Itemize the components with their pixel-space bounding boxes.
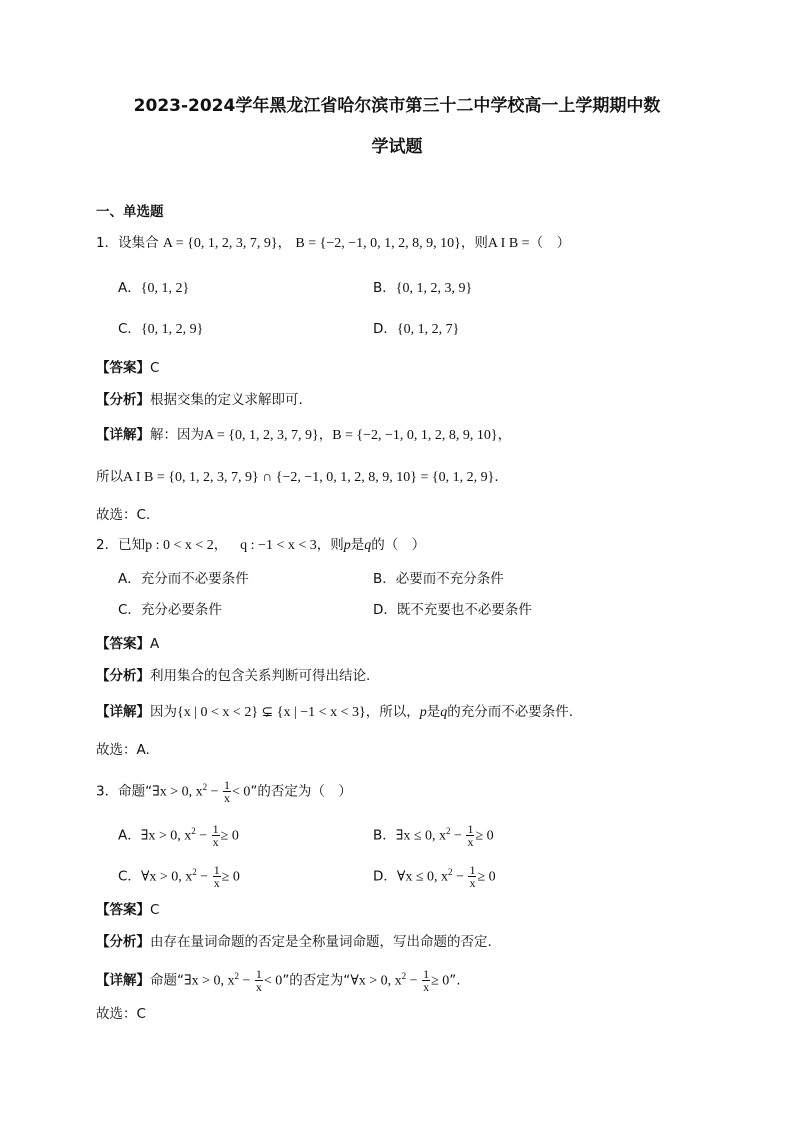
q2-answer (96, 634, 159, 654)
detail-set-b: B = {−2, −1, 0, 1, 2, 8, 9, 10} (332, 428, 498, 443)
option-sq: 2 (192, 867, 197, 877)
q1-set-b: B = {−2, −1, 0, 1, 2, 8, 9, 10} (295, 236, 461, 251)
option-sq: 2 (191, 826, 196, 836)
q1-set-a: A = {0, 1, 2, 3, 7, 9} (162, 236, 278, 251)
frac-den: x (212, 835, 219, 849)
detail-mid: ，所以， (365, 704, 420, 720)
q1-detail (96, 425, 511, 446)
analysis-tag: 【分析】 (96, 934, 150, 950)
q2-stem-prefix: 已知 (118, 537, 146, 553)
frac-den: x (224, 791, 230, 805)
frac-num: 1 (469, 863, 476, 877)
option-label: A． (118, 827, 141, 844)
frac-num: 1 (224, 778, 230, 792)
q3-number: 3． (96, 783, 119, 800)
option-label: C． (118, 321, 141, 337)
so-tail: . (494, 469, 499, 485)
q2-stem-mid: ，则 (316, 537, 344, 553)
detail-tag: 【详解】 (96, 704, 150, 720)
analysis-text: 由存在量词命题的否定是全称量词命题，写出命题的否定. (150, 934, 492, 950)
q2-option-d (373, 600, 532, 620)
frac-den: x (213, 876, 220, 890)
option-sq: 2 (448, 867, 453, 877)
answer-tag: 【答案】 (96, 902, 150, 918)
q3-answer (96, 900, 159, 920)
option-text: 既不充要也不必要条件 (396, 602, 532, 618)
option-label: D． (373, 321, 397, 337)
answer-tag: 【答案】 (96, 360, 150, 376)
option-label: D． (373, 868, 397, 885)
detail-mid: ”的否定为“ (282, 972, 351, 989)
q1-conclusion: 故选：C. (96, 507, 151, 523)
document-title (60, 86, 734, 168)
q1-expr: A I B = (487, 236, 530, 251)
q1-answer (96, 358, 159, 378)
q3-stem: 3．命题“∃x > 0, $x^2$ − $\frac{1}{x}$ < 0”的否定为（ ） (96, 778, 352, 805)
detail-expr2: ∀x > 0, x (350, 973, 402, 989)
option-cmp: ≥ 0 (477, 869, 496, 885)
option-frac (212, 823, 220, 848)
q1-paren: （ ） (529, 235, 571, 251)
detail-prefix: 命题“ (150, 972, 184, 989)
title-line-2: 学试题 (371, 137, 423, 157)
detail-expr1: ∃x > 0, x (184, 973, 235, 989)
option-label: B． (373, 280, 396, 296)
q2-stem: 2．已知p : 0 < x < 2， q : −1 < x < 3，则p是q的（ ） (96, 537, 426, 553)
frac-den: x (423, 980, 430, 994)
frac-num: 1 (213, 863, 220, 877)
option-pre: ∃x > 0, x (140, 828, 192, 844)
detail-suffix: ”. (449, 972, 461, 989)
option-cmp: ≥ 0 (220, 828, 239, 844)
q2-qv: q (364, 538, 372, 553)
detail-set-a: A = {0, 1, 2, 3, 7, 9} (204, 428, 319, 443)
option-text: {0, 1, 2, 3, 9} (395, 281, 473, 296)
q2-stem-suffix: 的（ ） (371, 537, 426, 553)
so-prefix: 所以 (96, 469, 123, 485)
q3-cmp: < 0 (232, 784, 251, 800)
option-text: {0, 1, 2, 7} (396, 322, 460, 337)
detail-cmp1: < 0 (263, 973, 283, 989)
q3-expr: ∃x > 0, x (152, 784, 203, 800)
option-frac (466, 823, 474, 848)
q2-number: 2． (96, 537, 119, 553)
q2-option-c (118, 600, 222, 620)
q1-option-d (373, 319, 459, 340)
section-heading: 一、单选题 (96, 204, 164, 220)
q1-option-a (118, 278, 189, 299)
option-text: 充分必要条件 (140, 602, 222, 618)
option-pre: ∃x ≤ 0, x (395, 828, 447, 844)
detail-tag: 【详解】 (96, 972, 150, 989)
option-text: 必要而不充分条件 (395, 571, 504, 587)
option-text: {0, 1, 2, 9} (140, 322, 204, 337)
option-label: C． (118, 868, 141, 885)
detail-prefix: 解：因为 (150, 427, 204, 443)
q1-so (96, 467, 499, 488)
answer-tag: 【答案】 (96, 636, 150, 652)
q1-option-c (118, 319, 203, 340)
q1-analysis (96, 390, 303, 410)
frac-num: 1 (212, 822, 219, 836)
detail-prefix: 因为 (150, 704, 177, 720)
q1-number: 1． (96, 235, 119, 251)
answer-value: C (150, 902, 160, 918)
q3-detail: 【详解】命题“∃x > 0, $x^2$ − $\frac{1}{x}$ < 0”的否定为“∀x > 0, $x^2$ − $\frac{1}{x}$ ≥ 0”. (96, 967, 461, 994)
q3-stem-prefix: 命题“ (118, 783, 153, 800)
q3-analysis (96, 932, 492, 952)
q3-stem-suffix: ”的否定为（ ） (250, 783, 352, 800)
analysis-tag: 【分析】 (96, 668, 150, 684)
detail-q: q (440, 705, 448, 720)
analysis-text: 利用集合的包含关系判断可得出结论. (150, 668, 371, 684)
option-pre: ∀x > 0, x (140, 869, 193, 885)
q2-pv: p (343, 538, 351, 553)
option-label: B． (373, 571, 396, 587)
option-text: 充分而不必要条件 (140, 571, 249, 587)
option-label: A． (118, 280, 141, 296)
q1-stem-suffix: ，则 (460, 235, 488, 251)
option-text: {0, 1, 2} (140, 281, 190, 296)
detail-sep: ， (318, 427, 333, 443)
q3-option-c: C．∀x > 0, $x^2$ − $\frac{1}{x}$ ≥ 0 (118, 863, 240, 890)
q3-option-b: B．∃x ≤ 0, $x^2$ − $\frac{1}{x}$ ≥ 0 (373, 822, 494, 849)
option-sq: 2 (446, 826, 451, 836)
frac-num: 1 (467, 822, 474, 836)
q3-sq: 2 (202, 782, 208, 792)
detail-expr: {x | 0 < x < 2} ⊊ {x | −1 < x < 3} (177, 705, 366, 720)
option-frac (468, 864, 476, 889)
option-label: D． (373, 602, 397, 618)
q1-option-b (373, 278, 472, 299)
so-expr: A I B = {0, 1, 2, 3, 7, 9} ∩ {−2, −1, 0, 1, 2, 8, 9, 10} = {0, 1, 2, 9} (123, 470, 495, 485)
detail-tail: ， (497, 427, 512, 443)
detail-sq1: 2 (234, 971, 239, 981)
q2-detail (96, 702, 573, 723)
q2-conclusion: 故选：A. (96, 742, 150, 758)
q2-option-b (373, 569, 504, 589)
detail-cmp2: ≥ 0 (431, 973, 450, 989)
q3-conclusion: 故选：C (96, 1006, 146, 1022)
q2-q: q : −1 < x < 3 (240, 538, 317, 553)
detail-tag: 【详解】 (96, 427, 150, 443)
frac-num: 1 (255, 967, 262, 981)
option-label: B． (373, 827, 396, 844)
frac-num: 1 (423, 967, 430, 981)
detail-frac2 (422, 968, 430, 993)
q1-stem (96, 233, 570, 254)
q2-p: p : 0 < x < 2 (145, 538, 214, 553)
answer-value: A (150, 636, 160, 652)
analysis-tag: 【分析】 (96, 392, 150, 408)
q1-sep: ， (277, 235, 292, 251)
detail-frac1 (255, 968, 263, 993)
frac-den: x (255, 980, 262, 994)
option-label: C． (118, 602, 141, 618)
option-frac (213, 864, 221, 889)
option-label: A． (118, 571, 141, 587)
detail-suffix: 的充分而不必要条件. (447, 704, 573, 720)
detail-is: 是 (426, 704, 441, 720)
q3-option-a: A．∃x > 0, $x^2$ − $\frac{1}{x}$ ≥ 0 (118, 822, 239, 849)
frac-den: x (467, 835, 474, 849)
q2-analysis (96, 666, 370, 686)
detail-p: p (419, 705, 427, 720)
frac-den: x (469, 876, 476, 890)
q1-stem-prefix: 设集合 (118, 235, 159, 251)
analysis-text: 根据交集的定义求解即可. (150, 392, 303, 408)
answer-value: C (150, 360, 160, 376)
q3-option-d: D．∀x ≤ 0, $x^2$ − $\frac{1}{x}$ ≥ 0 (373, 863, 496, 890)
q3-frac (223, 779, 231, 804)
q2-option-a (118, 569, 249, 589)
option-pre: ∀x ≤ 0, x (396, 869, 449, 885)
detail-sq2: 2 (401, 971, 407, 981)
title-line-1: 2023-2024学年黑龙江省哈尔滨市第三十二中学校高一上学期期中数 (133, 96, 661, 116)
option-cmp: ≥ 0 (221, 869, 240, 885)
option-cmp: ≥ 0 (475, 828, 494, 844)
q2-is: 是 (350, 537, 365, 553)
